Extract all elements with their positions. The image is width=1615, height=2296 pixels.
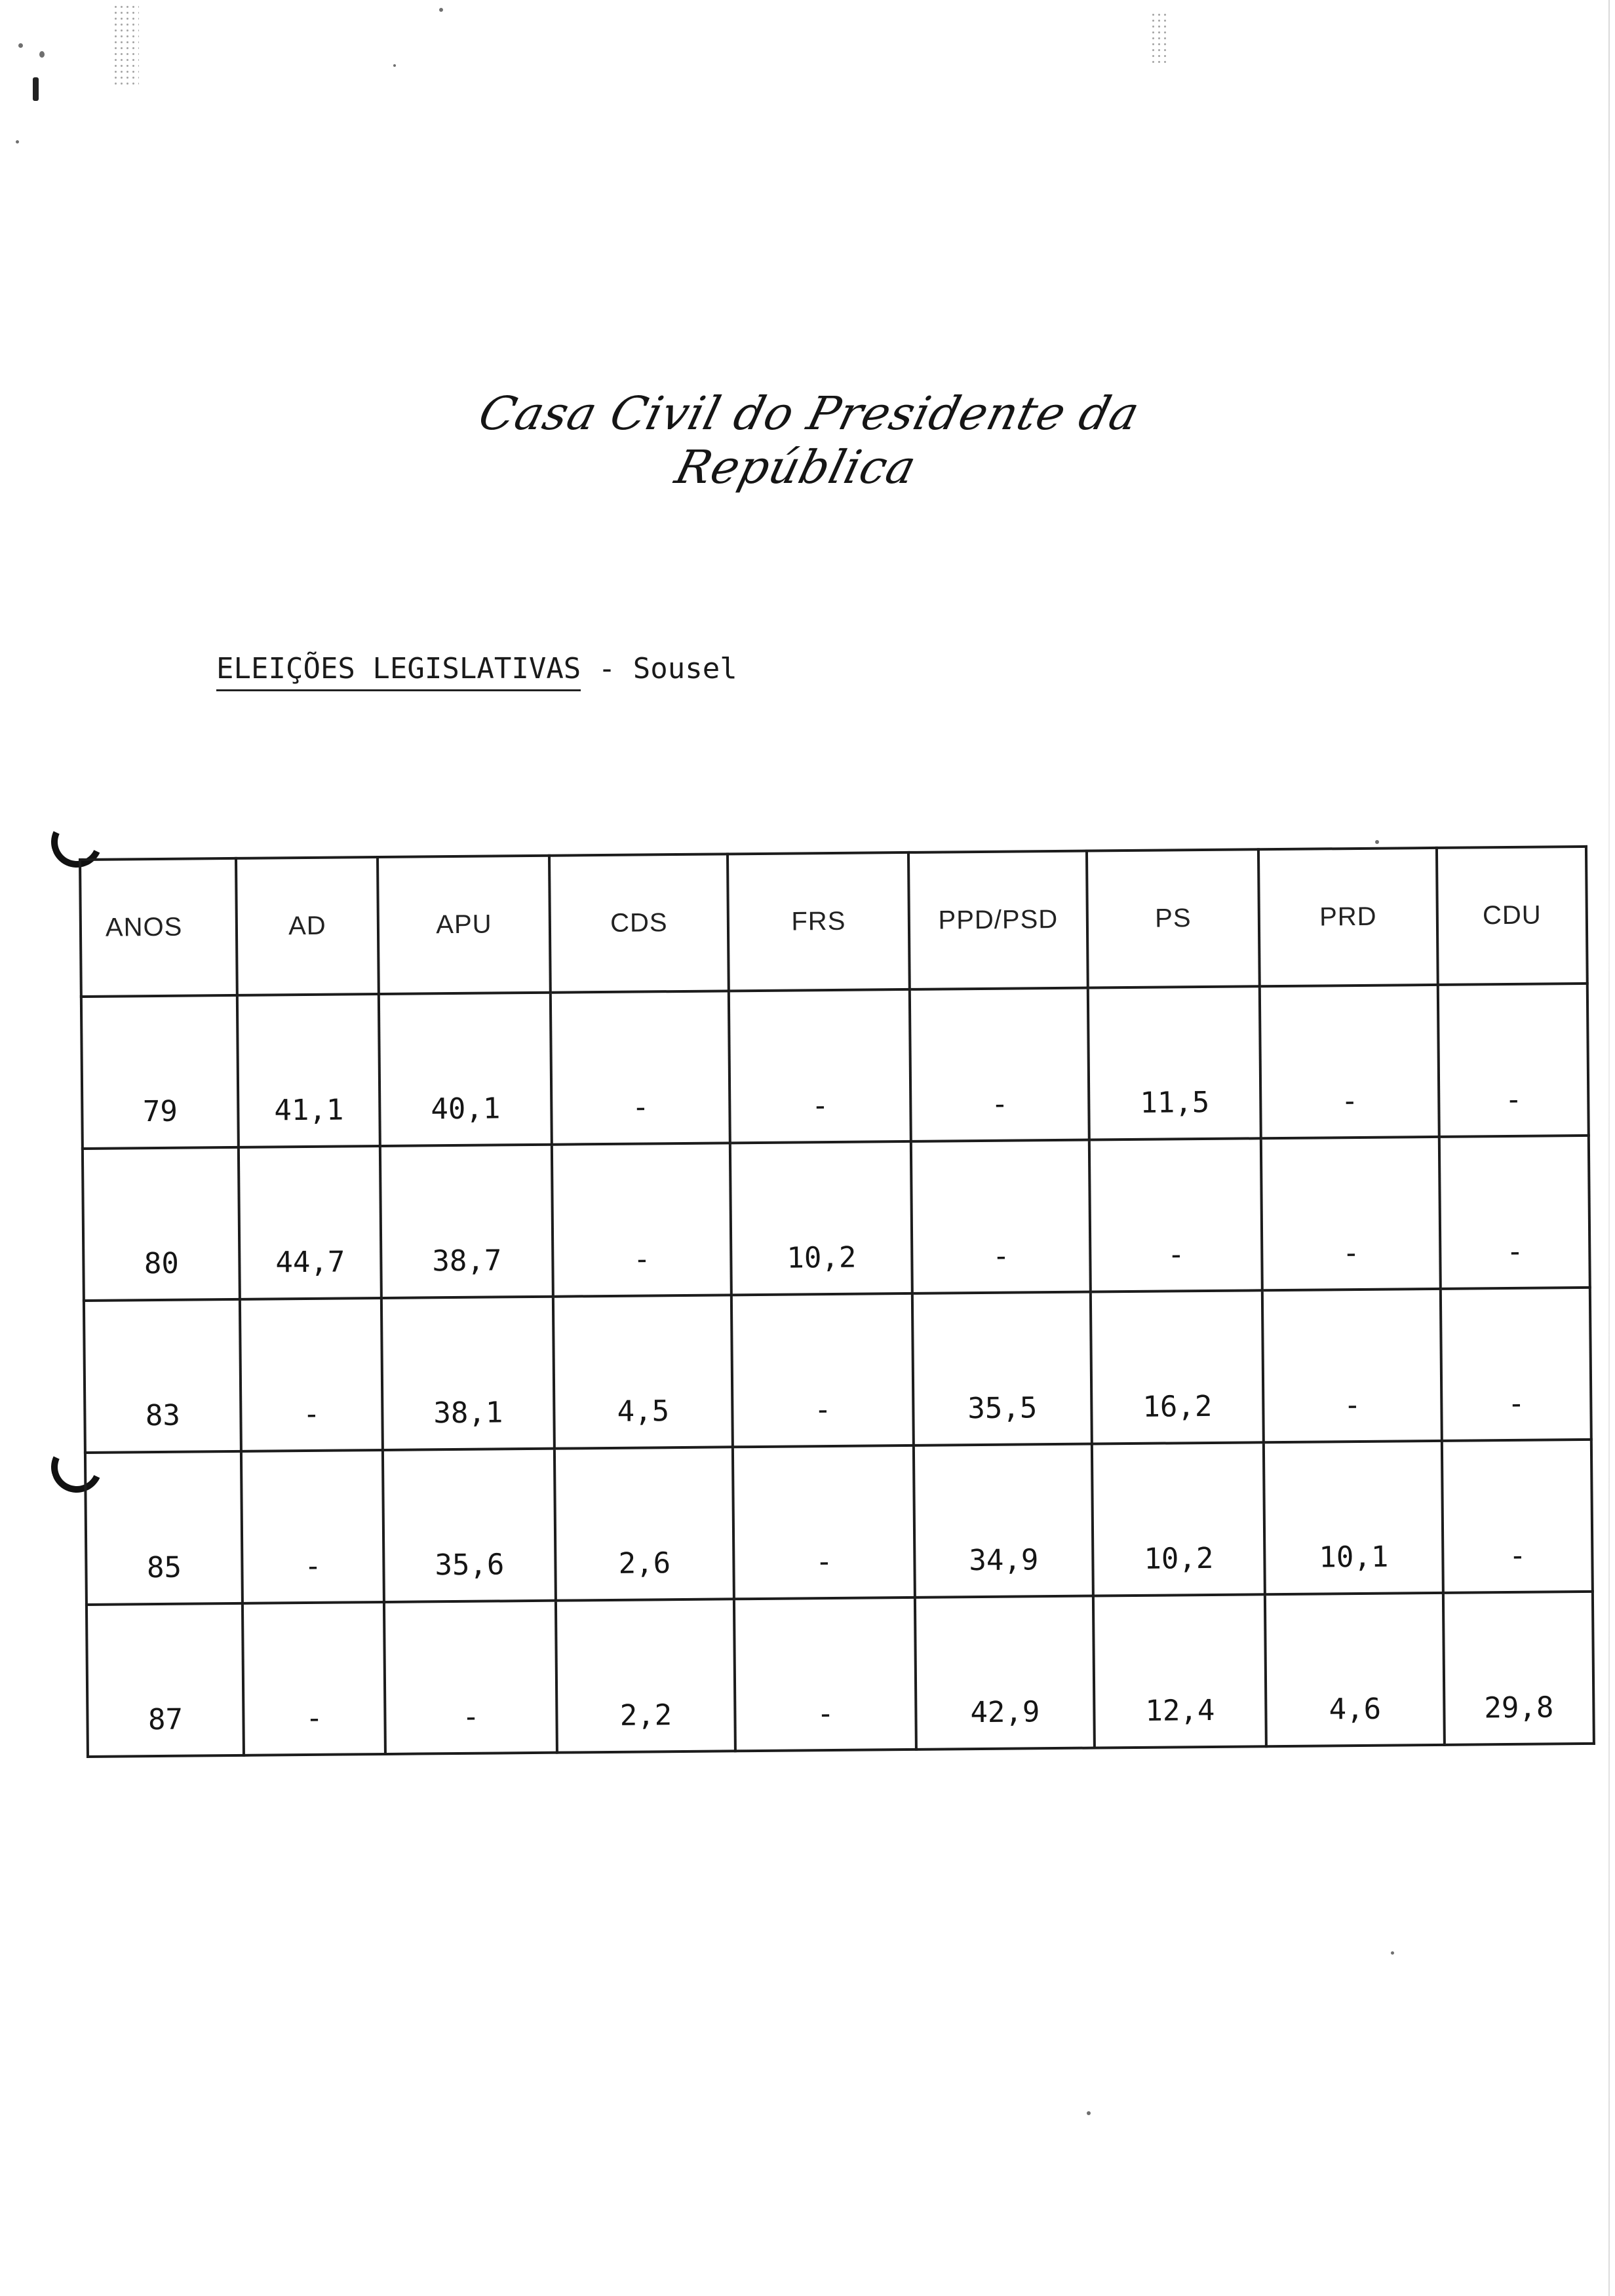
cds-value-cell: 2,2	[556, 1599, 735, 1752]
scan-speck	[1375, 840, 1379, 844]
cdu-value-cell: -	[1442, 1440, 1593, 1593]
column-header-ad: AD	[236, 857, 379, 995]
scan-speck	[39, 51, 45, 58]
table-row	[83, 1136, 1590, 1301]
prd-value-cell: -	[1261, 1137, 1441, 1290]
ppd-psd-value-cell: -	[911, 1140, 1091, 1293]
ppd-psd-value-cell: 35,5	[912, 1292, 1092, 1445]
column-header-prd: PRD	[1258, 848, 1438, 986]
ad-value-cell: -	[240, 1298, 383, 1451]
ppd-psd-value-cell: 34,9	[914, 1444, 1093, 1598]
ps-value-cell: 11,5	[1088, 986, 1261, 1139]
frs-value-cell: -	[731, 1293, 914, 1447]
cds-value-cell: 4,5	[553, 1295, 733, 1448]
ps-value-cell: 16,2	[1091, 1290, 1264, 1444]
year-cell: 87	[87, 1603, 244, 1757]
table-header-row	[80, 847, 1587, 997]
ad-value-cell: 44,7	[239, 1146, 381, 1299]
frs-value-cell: -	[729, 989, 911, 1143]
letterhead: Casa Civil do Presidente da República	[473, 387, 1145, 494]
scan-speck	[439, 8, 443, 12]
cdu-value-cell: 29,8	[1443, 1592, 1594, 1745]
table-row	[85, 1440, 1593, 1605]
cdu-value-cell: -	[1438, 984, 1589, 1137]
cds-value-cell: -	[552, 1143, 731, 1296]
cds-value-cell: 2,6	[555, 1447, 734, 1600]
table-row	[81, 984, 1589, 1149]
column-header-ps: PS	[1087, 849, 1260, 987]
apu-value-cell: 38,7	[380, 1145, 553, 1298]
apu-value-cell: 38,1	[381, 1297, 555, 1450]
scan-speck	[1087, 2111, 1091, 2115]
scan-speck	[18, 43, 23, 48]
column-header-apu: APU	[378, 856, 551, 994]
year-cell: 83	[84, 1299, 241, 1453]
election-results-table	[79, 845, 1595, 1758]
cdu-value-cell: -	[1441, 1288, 1591, 1441]
prd-value-cell: 10,1	[1264, 1441, 1443, 1594]
document-title	[216, 652, 1003, 691]
ps-value-cell: -	[1089, 1138, 1262, 1292]
column-header-anos: ANOS	[80, 858, 237, 997]
ppd-psd-value-cell: -	[910, 988, 1089, 1141]
ad-value-cell: 41,1	[237, 994, 380, 1147]
table-row	[87, 1592, 1594, 1757]
ad-value-cell: -	[243, 1602, 385, 1755]
apu-value-cell: 40,1	[379, 993, 552, 1146]
frs-value-cell: 10,2	[730, 1141, 912, 1295]
scan-speck	[1391, 1951, 1394, 1955]
title-separator: -	[581, 652, 633, 685]
column-header-frs: FRS	[728, 852, 910, 991]
prd-value-cell: 4,6	[1265, 1593, 1445, 1746]
year-cell: 80	[83, 1147, 240, 1301]
ps-value-cell: 12,4	[1093, 1594, 1266, 1748]
ps-value-cell: 10,2	[1092, 1442, 1265, 1596]
apu-value-cell: -	[384, 1601, 557, 1754]
cdu-value-cell: -	[1439, 1136, 1590, 1289]
year-cell: 85	[85, 1451, 243, 1605]
column-header-cdu: CDU	[1437, 847, 1587, 985]
scan-speckle-patch	[1150, 12, 1167, 64]
column-header-ppd-psd: PPD/PSD	[908, 851, 1088, 989]
title-place: Sousel	[632, 652, 737, 685]
scan-speckle-patch	[113, 4, 139, 88]
scan-speck	[33, 77, 39, 101]
frs-value-cell: -	[734, 1598, 916, 1751]
ad-value-cell: -	[241, 1450, 384, 1603]
prd-value-cell: -	[1262, 1289, 1442, 1442]
title-main: ELEIÇÕES LEGISLATIVAS	[216, 652, 581, 691]
table-row	[84, 1288, 1591, 1453]
scan-page-edge	[1608, 0, 1610, 2296]
frs-value-cell: -	[733, 1445, 915, 1599]
ppd-psd-value-cell: 42,9	[915, 1596, 1095, 1750]
year-cell: 79	[81, 995, 239, 1149]
scan-speck	[393, 64, 396, 67]
column-header-cds: CDS	[549, 854, 729, 992]
cds-value-cell: -	[551, 991, 730, 1144]
apu-value-cell: 35,6	[383, 1449, 556, 1602]
scan-speck	[16, 140, 19, 144]
prd-value-cell: -	[1260, 985, 1439, 1138]
